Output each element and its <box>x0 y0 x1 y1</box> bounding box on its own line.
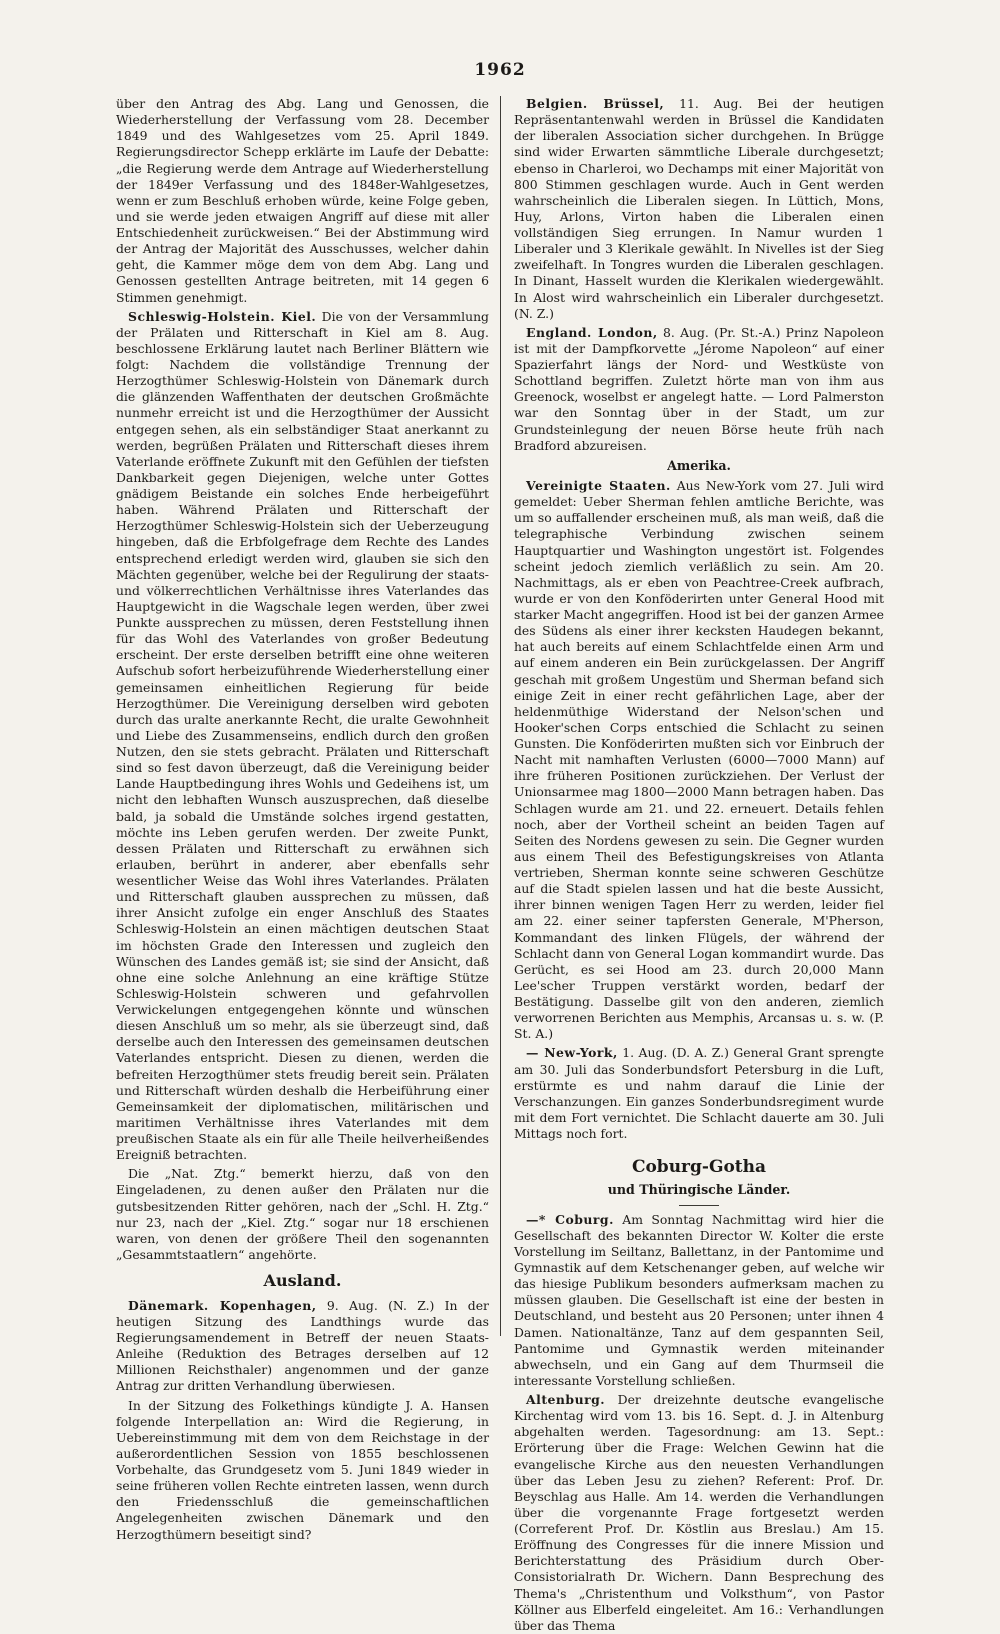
article-text: Die von der Versammlung der Prälaten und Ritterschaft in Kiel am 8. Aug. beschlossene Erklärung lautet nach Berliner Blättern wie folgt: Nachdem die vollständige Trennung der Herzogthümer Schleswig-Holstein von Dänemark durch die glänzenden Waffenthaten der deutschen Großmächte nunmehr erreicht ist und die Herzogthümer der Aussicht entgegen sehen, als ein selbständiger Staat anerkannt zu werden, begrüßen Prälaten und Ritterschaft dieses ihrem Vaterlande eröffnete Zukunft mit den Gefühlen der tiefsten Dankbarkeit gegen Diejenigen, welche unter Gottes gnädigem Beistande ein solches Ende herbeigeführt haben. Während Prälaten und Ritterschaft der Herzogthümer Schleswig-Holstein sich der Ueberzeugung hingeben, daß die Erbfolgefrage dem Rechte des Landes entsprechend erledigt werden wird, glauben sie sich den Mächten gegenüber, welche bei der Regulirung der staats- und völkerrechtlichen Verhältnisse ihres Vaterlandes das Hauptgewicht in die Wagschale legen werden, über zwei Punkte aussprechen zu müssen, deren Feststellung ihnen für das Wohl des Vaterlandes von großer Bedeutung erscheint. Der erste derselben betrifft eine ohne weiteren Aufschub sofort herbeizuführende Wiederherstellung einer gemeinsamen einheitlichen Regierung für beide Herzogthümer. Die Vereinigung derselben wird geboten durch das uralte anerkannte Recht, die uralte Gewohnheit und Liebe des Zusammenseins, endlich durch den großen Nutzen, den sie stets gebracht. Prälaten und Ritterschaft sind so fest davon überzeugt, daß die Vereinigung beider Lande Hauptbedingung ihres Wohls und Gedeihens ist, um nicht den lebhaften Wunsch auszusprechen, daß dieselbe bald, ja sobald die Umstände solches irgend gestatten, möchte ins Leben gerufen werden. Der zweite Punkt, dessen Prälaten und Ritterschaft zu erwähnen sich erlauben, berührt in anderer, aber ebenfalls sehr wesentlicher Weise das Wohl ihres Vaterlandes. Prälaten und Ritterschaft glauben aussprechen zu müssen, daß ihrer Ansicht zufolge ein enger Anschluß des Staates Schleswig-Holstein an einen mächtigen deutschen Staat im höchsten Grade den Interessen und zugleich den Wünschen des Landes gemäß ist; sie sind der Ansicht, daß ohne eine solche Anlehnung an eine kräftige Stütze Schleswig-Holstein schweren und gefahrvollen Verwickelungen entgegengehen könnte und wünschen diesen Anschluß um so mehr, als sie überzeugt sind, daß derselbe auch den Interessen des gemeinsamen deutschen Vaterlandes entspricht. Diesen zu dienen, werden die befreiten Herzogthümer stets freudig bereit sein. Prälaten und Ritterschaft würden deshalb die Herbeiführung einer Gemeinsamkeit der diplomatischen, militärischen und maritimen Verhältnisse ihres Vaterlandes mit dem preußischen Staate als ein für alle Theile heilverheißendes Ereigniß betrachten. <box>116 308 489 1163</box>
article-text: 9. Aug. (N. Z.) In der heutigen Sitzung des Landthings wurde das Regierungsamendement in Betreff der neuen Staats-Anleihe (Reduktion des Betrages derselben auf 12 Millionen Reichsthaler) angenommen und der ganze Antrag zur dritten Verhandlung überwiesen. <box>116 1297 489 1394</box>
article-paragraph <box>514 1045 884 1142</box>
section-heading-amerika: Amerika. <box>667 457 731 473</box>
dateline: —* Coburg. <box>526 1211 614 1227</box>
article-text: Am Sonntag Nachmittag wird hier die Gesellschaft des bekannten Director W. Kolter die erste Vorstellung im Seiltanz, Ballettanz, in der Pantomime und Gymnastik auf dem Ketschenanger geben, auf welche wir das hiesige Publikum besonders aufmerksam machen zu müssen glauben. Die Gesellschaft ist eine der besten in Deutschland, und besteht aus 20 Personen; unter ihnen 4 Damen. Nationaltänze, Tanz auf dem gespannten Seil, Pantomime und Gymnastik werden miteinander abwechseln, und ein Gang auf dem Thurmseil die interessante Vorstellung schließen. <box>514 1211 884 1388</box>
article-paragraph <box>514 1212 884 1389</box>
dateline: Vereinigte Staaten. <box>526 478 671 494</box>
dateline: Belgien. Brüssel, <box>526 96 665 111</box>
article-paragraph <box>514 478 884 1042</box>
article-paragraph: In der Sitzung des Folkethings kündigte J. A. Hansen folgende Interpellation an: Wird die Regierung, in Uebereinstimmung mit dem von dem Reichstage in der außerordentlichen Session von 1855 beschlossenen Vorbehalte, das Grundgesetz vom 5. Juni 1849 wieder in seine früheren vollen Rechte eintreten lassen, wenn durch den Friedensschluß die gemeinschaftlichen Angelegenheiten zwischen Dänemark und den Herzogthümern beseitigt sind? <box>116 1397 489 1542</box>
dateline: England. London, <box>526 324 658 340</box>
article-paragraph <box>514 96 884 322</box>
article-paragraph: über den Antrag des Abg. Lang und Genossen, die Wiederherstellung der Verfassung vom 28. December 1849 und des Wahlgesetzes vom 25. April 1849. Regierungsdirector Schepp erklärte im Laufe der Debatte: „die Regierung werde dem Antrage auf Wiederherstellung der 1849er Verfassung und des 1848er-Wahlgesetzes, wenn er zum Beschluß erhoben würde, keine Folge geben, und sie werde jeden etwaigen Angriff auf diese mit aller Entschiedenheit zurückweisen.“ Bei der Abstimmung wird der Antrag der Majorität des Ausschusses, welcher dahin geht, die Kammer möge dem von dem Abg. Lang und Genossen gestellten Antrage beitreten, mit 14 gegen 6 Stimmen genehmigt. <box>116 96 489 305</box>
dateline: Schleswig-Holstein. Kiel. <box>128 308 317 324</box>
section-subheading: und Thüringische Länder. <box>607 1182 791 1198</box>
section-heading-coburg-gotha: Coburg-Gotha <box>631 1157 767 1178</box>
article-paragraph <box>514 325 884 454</box>
dateline: — New-York, <box>526 1045 618 1061</box>
article-text: 1. Aug. (D. A. Z.) General Grant sprengte am 30. Juli das Sonderbundsfort Petersburg in die Luft, erstürmte es und nahm darauf die Linie der Verschanzungen. Ein ganzes Sonderbundsregiment wurde mit dem Fort vernichtet. Die Schlacht dauerte am 30. Juli Mittags noch fort. <box>514 1045 884 1142</box>
right-column <box>514 96 884 1633</box>
column-divider <box>500 96 501 1336</box>
article-text: 8. Aug. (Pr. St.-A.) Prinz Napoleon ist mit der Dampfkorvette „Jérome Napoleon“ auf einer Spazierfahrt längs der Nord- und Westküste von Schottland begriffen. Zuletzt hörte man von ihm aus Greenock, woselbst er angelegt hatte. — Lord Palmerston war den Sonntag über in der Stadt, um zur Grundsteinlegung der neuen Börse heute früh nach Bradford abzureisen. <box>514 324 884 453</box>
divider <box>679 1205 719 1206</box>
dateline: Altenburg. <box>526 1392 606 1408</box>
dateline: Dänemark. Kopenhagen, <box>128 1297 317 1313</box>
article-paragraph <box>514 1392 884 1634</box>
section-heading-ausland: Ausland. <box>263 1271 342 1290</box>
left-column <box>116 96 489 1542</box>
article-paragraph <box>116 309 489 1164</box>
article-paragraph: Die „Nat. Ztg.“ bemerkt hierzu, daß von den Eingeladenen, zu denen außer den Prälaten nur die gutsbesitzenden Ritter gehören, nach der „Schl. H. Ztg.“ nur 23, nach der „Kiel. Ztg.“ sogar nur 18 erschienen waren, von denen der größere Theil den sogenannten „Gesammtstaatlern“ angehörte. <box>116 1166 489 1262</box>
article-text: Aus New-York vom 27. Juli wird gemeldet: Ueber Sherman fehlen amtliche Berichte, was um so auffallender erscheinen muß, als man weiß, daß die telegraphische Verbindung zwischen seinem Hauptquartier und Washington ungestört ist. Folgendes scheint jedoch ziemlich verläßlich zu sein. Am 20. Nachmittags, als er eben von Peachtree-Creek aufbrach, wurde er von den Konföderirten unter General Hood mit starker Macht angegriffen. Hood ist bei der ganzen Armee des Südens als einer ihrer kecksten Haudegen bekannt, hat auch bereits auf einem Schlachtfelde einen Arm und auf einem anderen ein Bein zurückgelassen. Der Angriff geschah mit großem Ungestüm und Sherman befand sich einige Zeit in einer recht gefährlichen Lage, aber der heldenmüthige Widerstand der Nelson'schen und Hooker'schen Corps entschied die Schlacht zu seinen Gunsten. Die Konföderirten mußten sich vor Einbruch der Nacht mit namhaften Verlusten (6000—7000 Mann) auf ihre früheren Positionen zurückziehen. Der Verlust der Unionsarmee mag 1800—2000 Mann betragen haben. Das Schlagen wurde am 21. und 22. erneuert. Details fehlen noch, aber der Vortheil scheint an beiden Tagen auf Seiten des Nordens gewesen zu sein. Die Gegner wurden aus einem Theil des Befestigungskreises von Atlanta vertrieben, Sherman konnte seine schweren Geschütze auf die Stadt spielen lassen und hat die beste Aussicht, ihrer binnen wenigen Tagen Herr zu werden, leider fiel am 22. einer seiner tapfersten Generale, M'Pherson, Kommandant des linken Flügels, der während der Schlacht dann von General Logan kommandirt wurde. Das Gerücht, es sei Hood am 23. durch 20,000 Mann Lee'scher Truppen verstärkt worden, bedarf der Bestätigung. Dasselbe gilt von den anderen, ziemlich verworrenen Berichten aus Memphis, Arcansas u. s. w. (P. St. A.) <box>514 478 884 1042</box>
article-paragraph <box>116 1298 489 1395</box>
page-number: 1962 <box>474 60 526 80</box>
article-text: 11. Aug. Bei der heutigen Repräsentantenwahl werden in Brüssel die Kandidaten der liberalen Association sicher durchgehen. In Brügge sind wider Erwarten sämmtliche Liberale durchgesetzt; ebenso in Charleroi, wo Dechamps mit einer Majorität von 800 Stimmen geschlagen wurde. Auch in Gent werden wahrscheinlich die Liberalen siegen. In Lüttich, Mons, Huy, Arlons, Virton haben die Liberalen einen vollständigen Sieg errungen. In Namur wurden 1 Liberaler und 3 Klerikale gewählt. In Nivelles ist der Sieg zweifelhaft. In Tongres wurden die Liberalen geschlagen. In Dinant, Hasselt wurden die Klerikalen wiedergewählt. In Alost wird wahrscheinlich ein Liberaler durchgesetzt. (N. Z.) <box>514 96 884 321</box>
article-text: Der dreizehnte deutsche evangelische Kirchentag wird vom 13. bis 16. Sept. d. J. in Altenburg abgehalten werden. Tagesordnung: am 13. Sept.: Erörterung über die Frage: Welchen Gewinn hat die evangelische Kirche aus den neuesten Verhandlungen über das Leben Jesu zu ziehen? Referent: Prof. Dr. Beyschlag aus Halle. Am 14. werden die Verhandlungen über die vorgenannte Frage fortgesetzt werden (Correferent Prof. Dr. Köstlin aus Breslau.) Am 15. Eröffnung des Congresses für die innere Mission und Berichterstattung des Präsidium durch Ober-Consistorialrath Dr. Wichern. Dann Besprechung des Thema's „Christenthum und Volksthum“, von Pastor Köllner aus Elberfeld eingeleitet. Am 16.: Verhandlungen über das Thema <box>514 1392 884 1633</box>
